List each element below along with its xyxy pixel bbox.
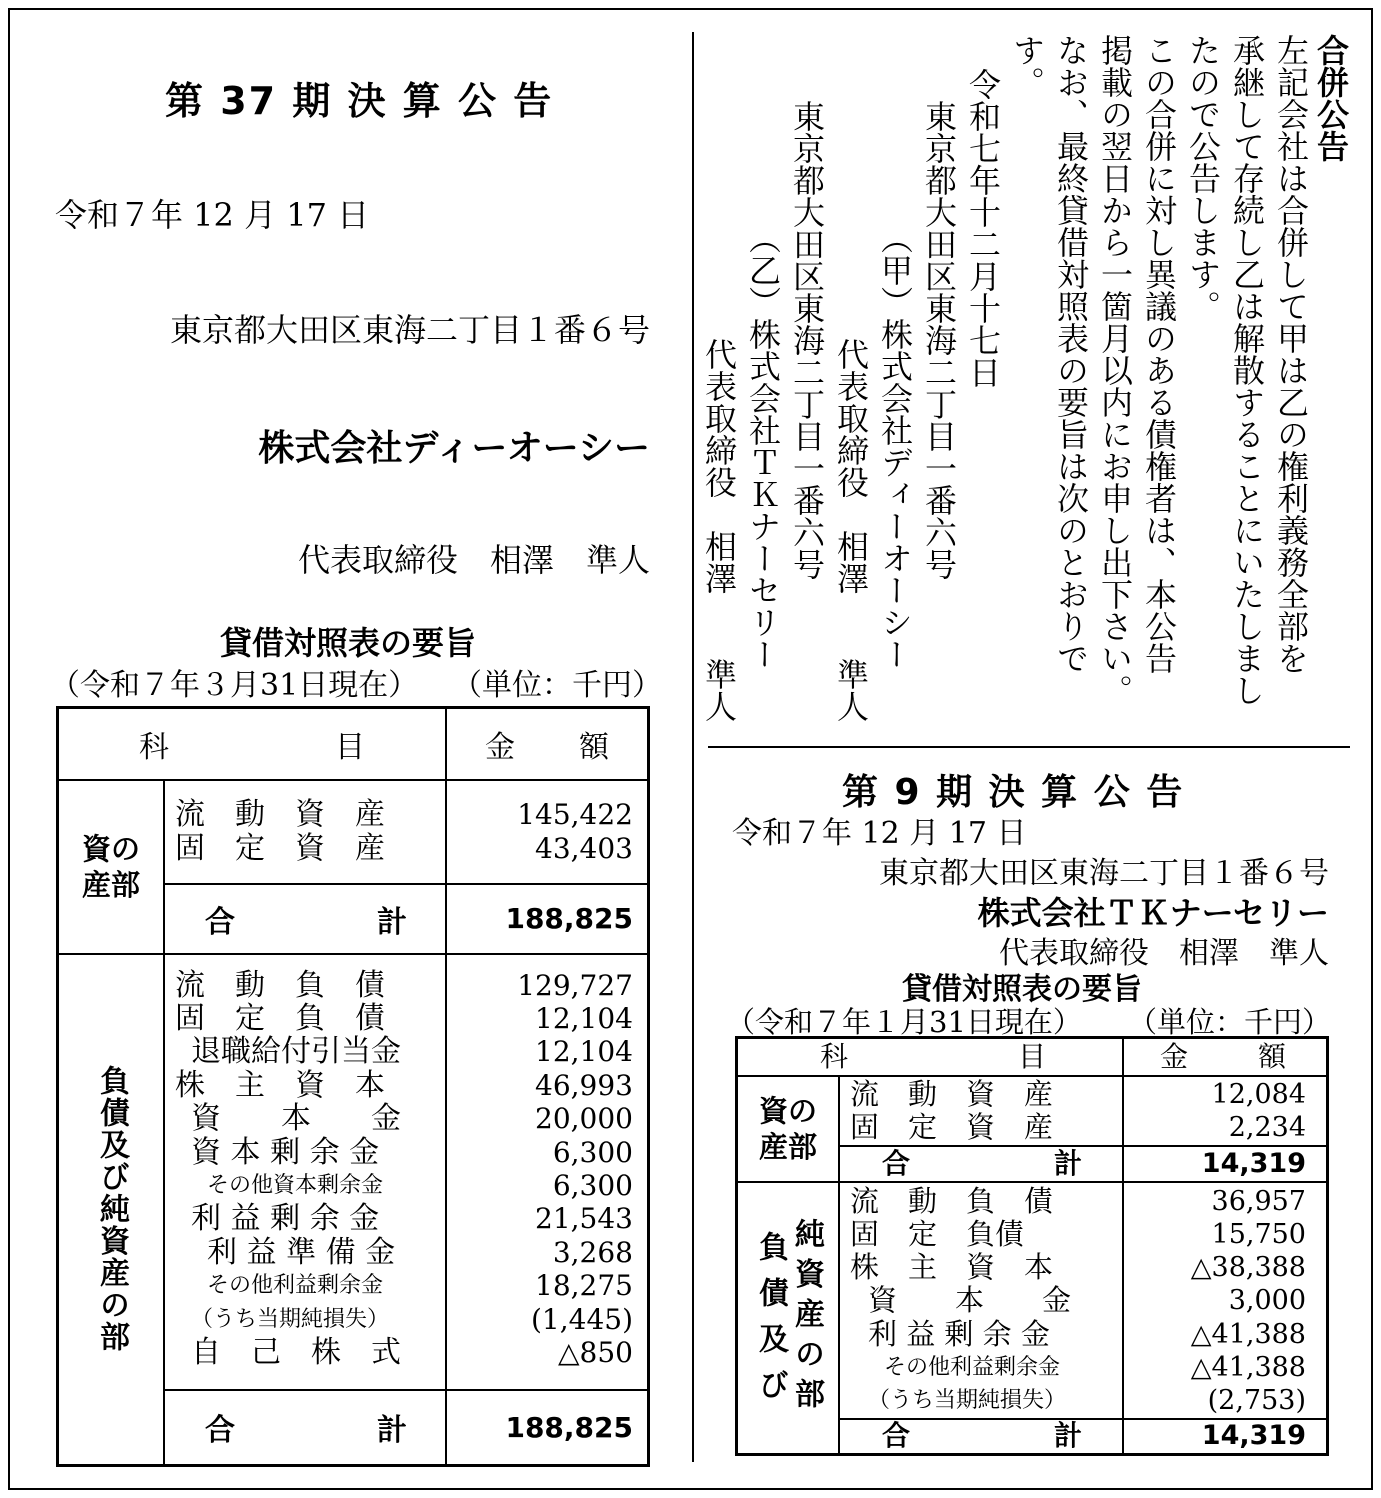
table-row-label: 固 定 負債 <box>850 1216 1025 1251</box>
assets-amounts <box>446 780 649 884</box>
table-row-amount: 12,104 <box>535 1001 633 1035</box>
left-bs-unit: （単位：千円） <box>452 668 662 703</box>
table-row-amount: 145,422 <box>517 797 633 831</box>
amount-header <box>446 708 649 780</box>
amount-header-char: 金 <box>1160 1039 1189 1073</box>
table-row-label: 資 本 金 <box>191 1101 401 1137</box>
amount-header-char: 金 <box>485 729 515 765</box>
liabilities-total-label <box>164 1390 446 1466</box>
table-row-label: 資 本 金 <box>868 1283 1072 1318</box>
liabilities-total-amount: 14,319 <box>1123 1419 1328 1455</box>
table-row-label: 利 益 剰 余 金 <box>191 1201 380 1237</box>
right-bs-unit: （単位：千円） <box>1128 1005 1332 1039</box>
table-row-label: 株 主 資 本 <box>850 1250 1054 1285</box>
table-row-amount: 6,300 <box>552 1135 633 1169</box>
subject-header-char: 目 <box>1017 1039 1046 1073</box>
table-row-label: 固 定 資 産 <box>175 830 385 866</box>
right-representative: 代表取締役 相澤 準人 <box>999 936 1329 971</box>
merger-p3-line1: なお、最終貸借対照表の要旨は次のとおりで <box>1052 34 1090 674</box>
table-row-label: 利 益 剰 余 金 <box>868 1316 1050 1351</box>
subject-header <box>737 1038 1124 1076</box>
table-row-amount: 20,000 <box>535 1102 633 1136</box>
amount-header-char: 額 <box>1257 1039 1286 1073</box>
left-date: 令和７年 12 月 17 日 <box>55 196 370 234</box>
table-row-label: 固 定 負 債 <box>175 1000 385 1036</box>
right-bs-title: 貸借対照表の要旨 <box>902 972 1142 1007</box>
table-row-amount: 12,084 <box>1211 1078 1306 1110</box>
table-row-label: （うち当期純損失） <box>191 1306 390 1332</box>
table-row-amount: △38,388 <box>1190 1252 1306 1284</box>
subject-header-char: 科 <box>139 729 169 765</box>
right-title: 第 9 期 決 算 公 告 <box>842 772 1185 813</box>
assets-total-amount: 188,825 <box>446 884 649 954</box>
right-balance-sheet <box>735 1036 1329 1456</box>
liabilities-labels <box>164 954 446 1390</box>
table-row-amount: 15,750 <box>1211 1218 1306 1250</box>
subject-header <box>58 708 447 780</box>
table-row-label: 退職給付引当金 <box>191 1034 401 1070</box>
right-bs-period: （令和７年１月31日現在） <box>726 1005 1082 1039</box>
assets-total-label <box>839 1146 1123 1182</box>
table-row-label: 株 主 資 本 <box>175 1067 385 1103</box>
subject-header-char: 科 <box>820 1039 849 1073</box>
table-row-label: 固 定 資 産 <box>850 1109 1054 1144</box>
table-row-label: その他利益剰余金 <box>207 1273 384 1299</box>
table-row-amount: 18,275 <box>535 1269 633 1303</box>
merger-p1-line1: 左記会社は合併して甲は乙の権利義務全部を <box>1272 34 1310 674</box>
total-label-char: 合 <box>882 1146 911 1180</box>
table-row-amount: 43,403 <box>535 831 633 865</box>
merger-p1-line2: 承継して存続し乙は解散することにいたしまし <box>1228 34 1266 706</box>
liabilities-amounts <box>1123 1182 1328 1419</box>
table-row-label: 資 本 剰 余 金 <box>191 1134 380 1170</box>
section-divider <box>708 746 1350 748</box>
liabilities-section-label <box>737 1182 840 1455</box>
party-a-company: （甲）株式会社ディーオーシー <box>876 222 914 670</box>
assets-total-label <box>164 884 446 954</box>
assets-labels <box>839 1076 1123 1146</box>
table-row-amount: 46,993 <box>535 1068 633 1102</box>
left-balance-sheet <box>56 706 650 1467</box>
table-row-label: 自 己 株 式 <box>191 1334 401 1370</box>
left-bs-title: 貸借対照表の要旨 <box>220 624 477 662</box>
amount-header-char: 額 <box>579 729 609 765</box>
total-label-char: 合 <box>205 1413 235 1449</box>
table-row-label: 流 動 資 産 <box>850 1076 1054 1111</box>
assets-section-label: 資の 産部 <box>737 1076 840 1182</box>
table-row-amount: 12,104 <box>535 1035 633 1069</box>
table-row-amount: △41,388 <box>1190 1318 1306 1350</box>
table-row-label: 利 益 準 備 金 <box>207 1234 396 1270</box>
right-company: 株式会社ＴＫナーセリー <box>977 894 1329 932</box>
liabilities-total-label <box>839 1419 1123 1455</box>
subject-header-char: 目 <box>335 729 365 765</box>
assets-labels <box>164 780 446 884</box>
table-row-amount: △41,388 <box>1190 1351 1306 1383</box>
table-row-amount: 2,234 <box>1228 1111 1306 1143</box>
merger-p2-line2: 掲載の翌日から一箇月以内にお申し出下さい。 <box>1096 34 1134 706</box>
left-title: 第 37 期 決 算 公 告 <box>165 79 554 123</box>
total-label-char: 計 <box>377 1413 407 1449</box>
assets-section-label: 資の 産部 <box>58 780 165 954</box>
total-label-char: 合 <box>882 1419 911 1453</box>
party-a-address: 東京都大田区東海二丁目一番六号 <box>920 100 958 580</box>
table-row-amount: 3,000 <box>1228 1285 1306 1317</box>
left-address: 東京都大田区東海二丁目１番６号 <box>169 311 650 349</box>
table-row-amount: (1,445) <box>530 1302 633 1336</box>
party-b-address: 東京都大田区東海二丁目一番六号 <box>788 100 826 580</box>
table-row-amount: 129,727 <box>517 968 633 1002</box>
assets-amounts <box>1123 1076 1328 1146</box>
table-row-amount: 3,268 <box>552 1235 633 1269</box>
table-row-label: 流 動 資 産 <box>175 796 385 832</box>
party-b-representative: 代表取締役 相澤 準人 <box>700 338 738 722</box>
total-label-char: 計 <box>1053 1146 1082 1180</box>
assets-total-amount: 14,319 <box>1123 1146 1328 1182</box>
table-row-amount: 36,957 <box>1211 1185 1306 1217</box>
liabilities-amounts <box>446 954 649 1390</box>
total-label-char: 計 <box>377 904 407 940</box>
total-label-char: 計 <box>1053 1419 1082 1453</box>
table-row-label: 流 動 負 債 <box>850 1183 1054 1218</box>
merger-p3-line2: す。 <box>1008 34 1046 98</box>
total-label-char: 合 <box>205 904 235 940</box>
amount-header <box>1123 1038 1328 1076</box>
table-row-amount: 21,543 <box>535 1202 633 1236</box>
table-row-amount: △850 <box>558 1335 633 1369</box>
merger-date: 令和七年十二月十七日 <box>964 68 1002 388</box>
left-company: 株式会社ディーオーシー <box>258 428 650 469</box>
merger-title: 合併公告 <box>1312 34 1350 162</box>
liabilities-section-col2: 負債及び <box>753 1230 788 1415</box>
right-address: 東京都大田区東海二丁目１番６号 <box>879 856 1329 891</box>
liabilities-section-col1: 純資産の部 <box>789 1217 824 1418</box>
table-row-label: その他利益剰余金 <box>884 1354 1061 1380</box>
table-row-amount: 6,300 <box>552 1168 633 1202</box>
table-row-label: 流 動 負 債 <box>175 967 385 1003</box>
liabilities-section-label: 負債及び純資産の部 <box>58 954 165 1466</box>
left-bs-period: （令和７年３月31日現在） <box>50 668 419 703</box>
party-b-company: （乙）株式会社ＴＫナーセリー <box>744 222 782 670</box>
table-row-label: （うち当期純損失） <box>868 1388 1067 1414</box>
liabilities-total-amount: 188,825 <box>446 1390 649 1466</box>
right-date: 令和７年 12 月 17 日 <box>732 816 1027 851</box>
merger-p1-line3: たので公告します。 <box>1184 34 1222 322</box>
table-row-amount: (2,753) <box>1207 1385 1306 1417</box>
table-row-label: その他資本剰余金 <box>207 1172 384 1198</box>
merger-p2-line1: この合併に対し異議のある債権者は、本公告 <box>1140 34 1178 674</box>
column-divider <box>692 32 694 1462</box>
party-a-representative: 代表取締役 相澤 準人 <box>832 338 870 722</box>
left-representative: 代表取締役 相澤 準人 <box>297 541 650 579</box>
liabilities-labels <box>839 1182 1123 1419</box>
